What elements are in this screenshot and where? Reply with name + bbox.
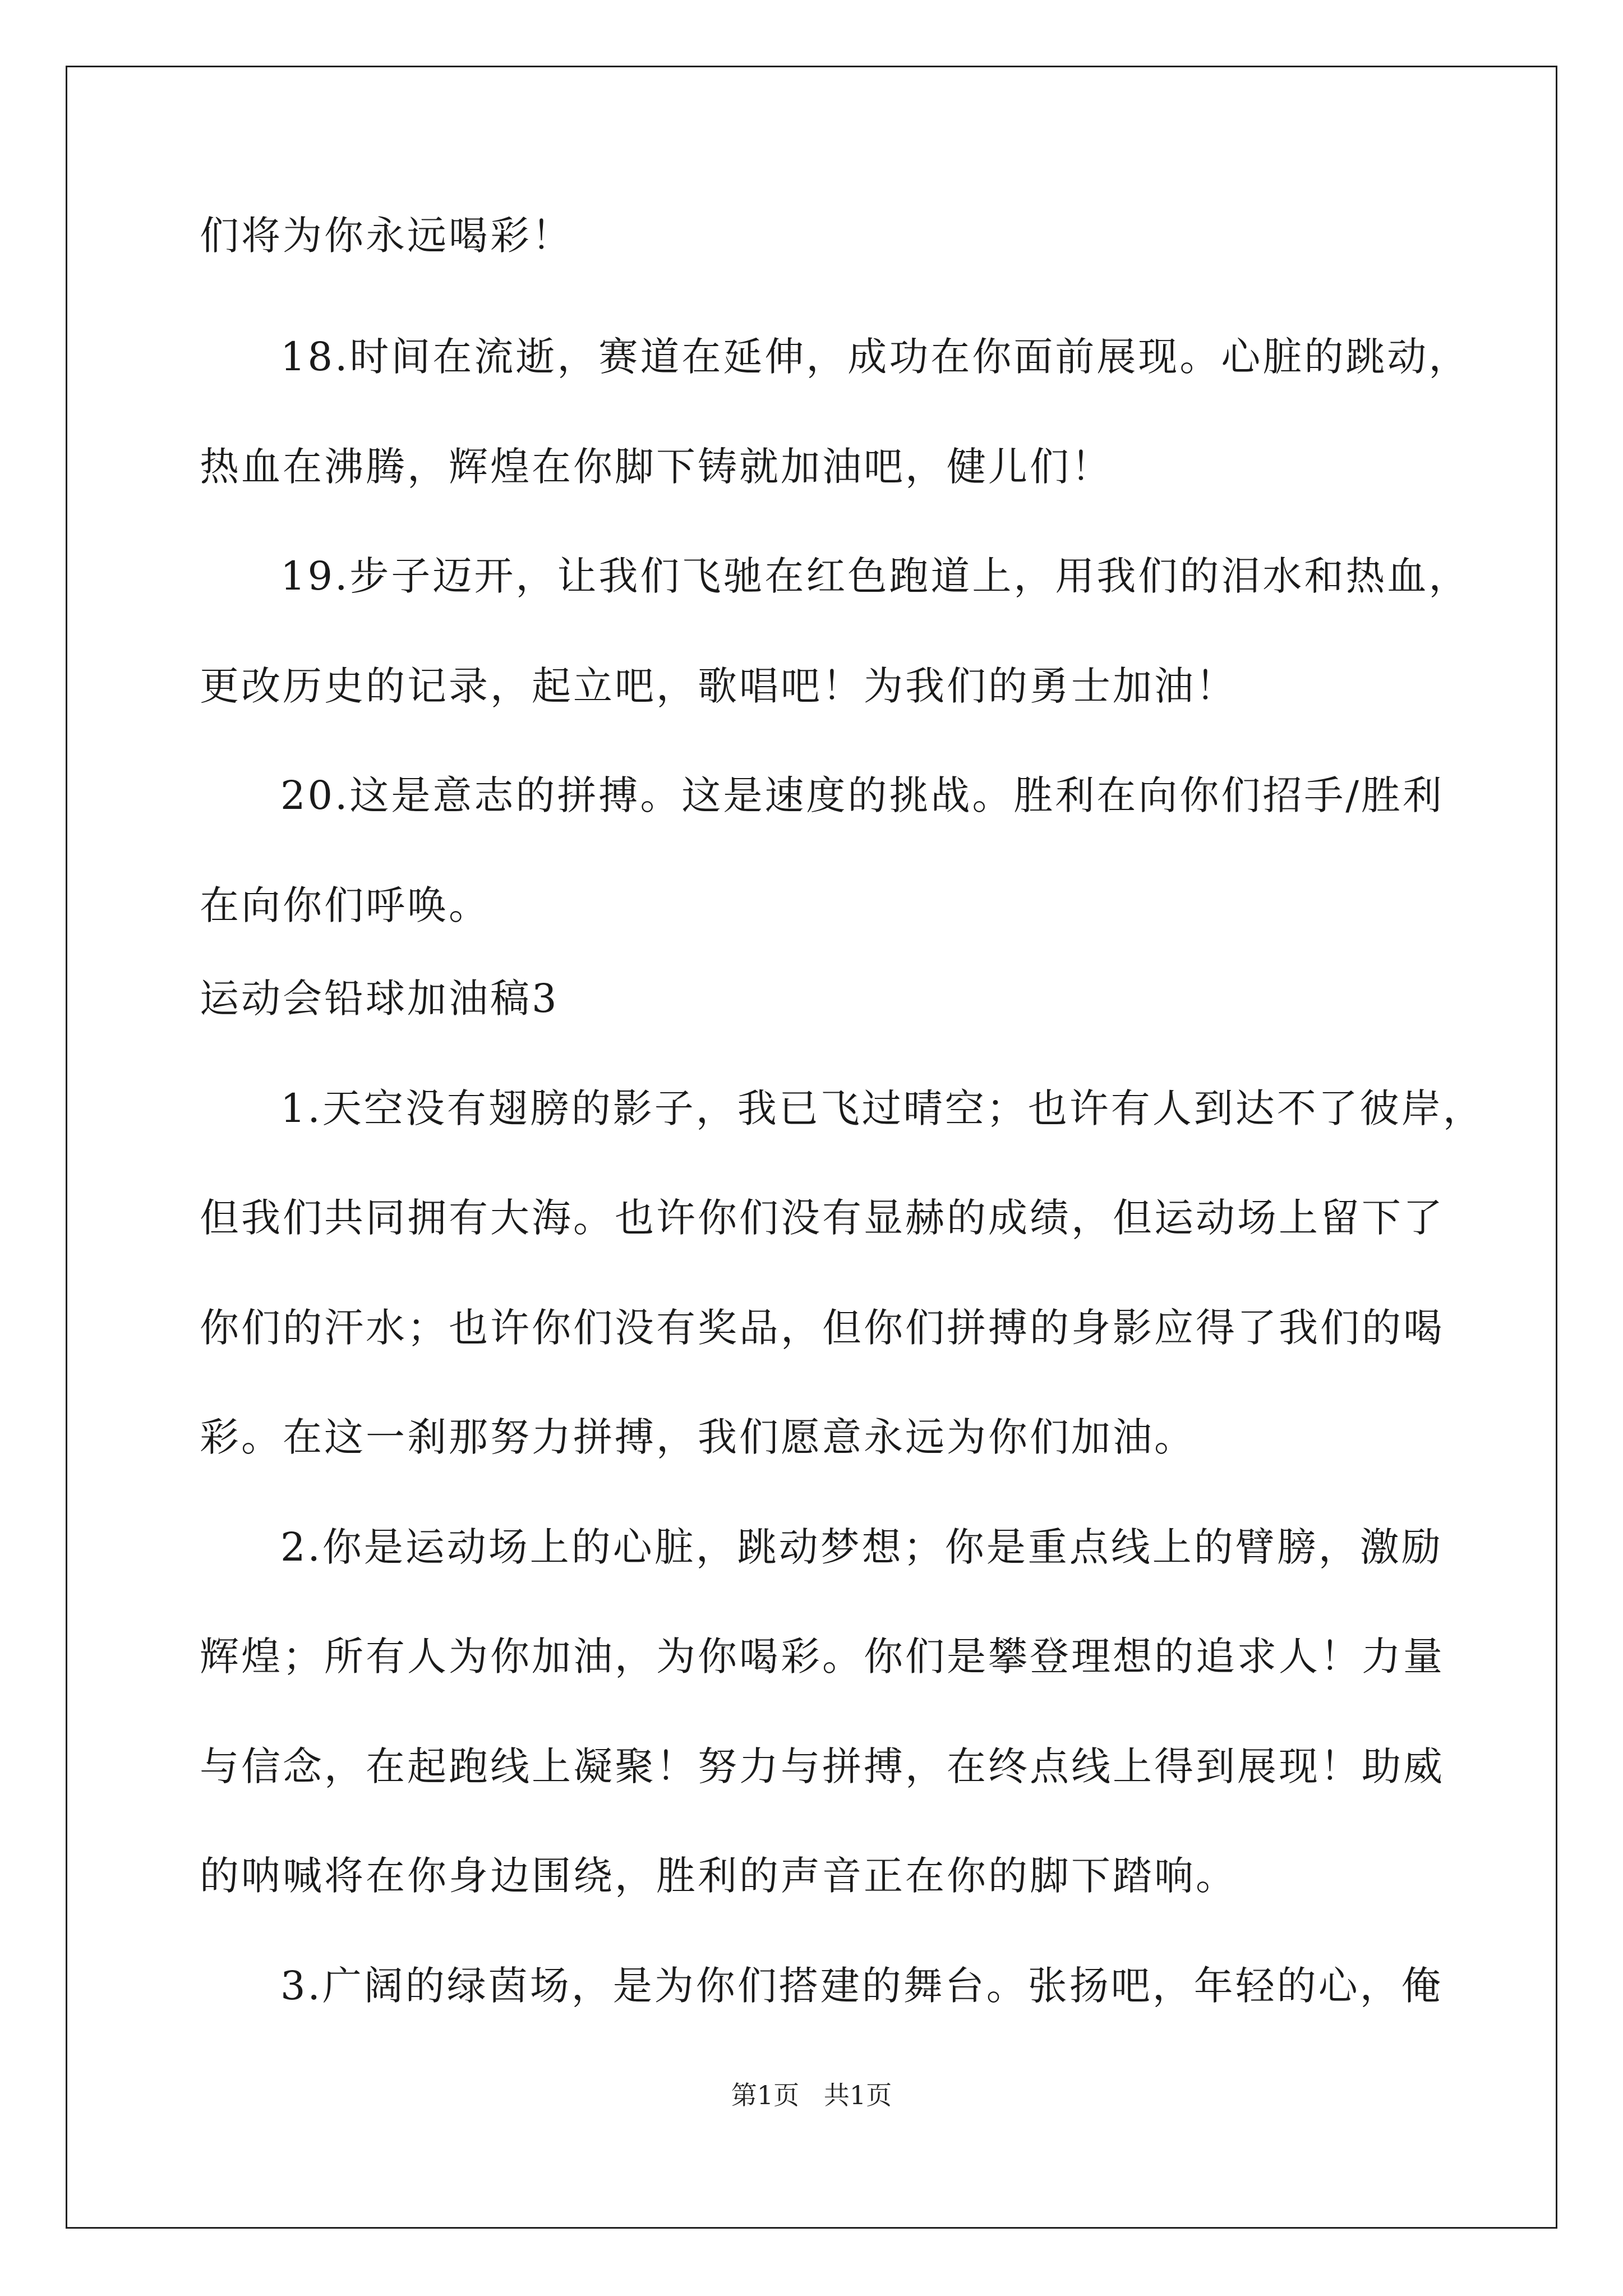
- text-line: 20.这是意志的拼搏。这是速度的挑战。胜利在向你们招手/胜利: [280, 772, 1444, 818]
- text-line: 1.天空没有翅膀的影子，我已飞过晴空；也许有人到达不了彼岸，: [280, 1085, 1484, 1131]
- text-line: 你们的汗水；也许你们没有奖品，但你们拼搏的身影应得了我们的喝: [200, 1305, 1445, 1351]
- text-line: 更改历史的记录，起立吧，歌唱吧！为我们的勇士加油！: [200, 663, 1237, 709]
- page-border: [66, 66, 1557, 2229]
- text-line: 热血在沸腾，辉煌在你脚下铸就加油吧，健儿们！: [200, 444, 1113, 490]
- text-line: 与信念，在起跑线上凝聚！努力与拼搏，在终点线上得到展现！助威: [200, 1743, 1445, 1789]
- text-line: 18.时间在流逝，赛道在延伸，成功在你面前展现。心脏的跳动，: [280, 334, 1470, 380]
- text-line: 2.你是运动场上的心脏，跳动梦想；你是重点线上的臂膀，激励: [280, 1524, 1443, 1570]
- section-heading: 运动会铅球加油稿3: [200, 976, 559, 1022]
- text-line: 辉煌；所有人为你加油，为你喝彩。你们是攀登理想的追求人！力量: [200, 1634, 1445, 1680]
- page-footer: 第1页 共1页: [731, 2080, 892, 2110]
- text-line: 19.步子迈开，让我们飞驰在红色跑道上，用我们的泪水和热血，: [280, 553, 1470, 599]
- text-line: 的呐喊将在你身边围绕，胜利的声音正在你的脚下踏响。: [200, 1853, 1237, 1899]
- text-line: 彩。在这一刹那努力拼搏，我们愿意永远为你们加油。: [200, 1414, 1196, 1460]
- text-line: 3.广阔的绿茵场，是为你们搭建的舞台。张扬吧，年轻的心，俺: [280, 1963, 1443, 2009]
- text-line: 但我们共同拥有大海。也许你们没有显赫的成绩，但运动场上留下了: [200, 1195, 1445, 1241]
- text-line: 在向你们呼唤。: [200, 882, 490, 928]
- text-line: 们将为你永远喝彩！: [200, 213, 573, 259]
